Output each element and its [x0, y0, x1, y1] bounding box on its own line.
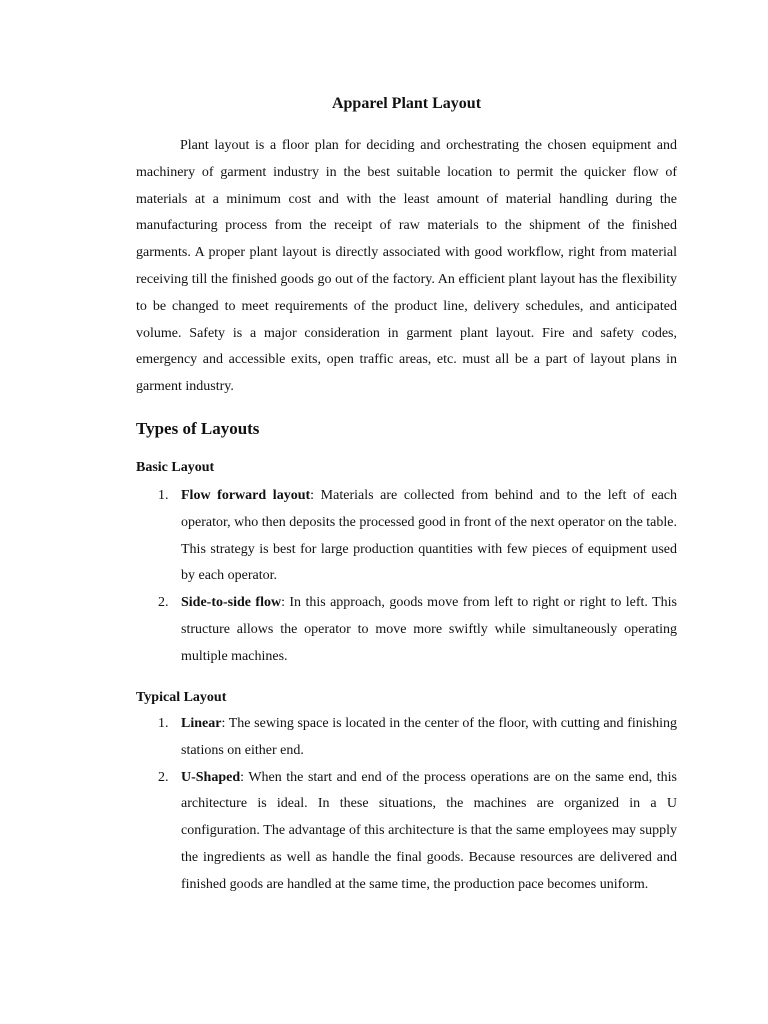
list-item [136, 711, 677, 765]
list-item-text: : In this approach, goods move from left to right or right to left. This structure allows the operator to move more swiftly while simultaneously operating multiple machines. [181, 595, 677, 664]
list-item-term: Side-to-side flow [181, 595, 282, 611]
typical-layout-list [136, 711, 677, 899]
list-item-term: Flow forward layout [181, 488, 311, 503]
list-item-text: : Materials are collected from behind and to the left of each operator, who then deposits the processed good in front of the next operator on the table. This strategy is best for large production quantities with few pieces of equipment used by each operator. [181, 488, 677, 584]
intro-paragraph: Plant layout is a floor plan for deciding and orchestrating the chosen equipment and machinery of garment industry in the best suitable location to permit the quicker flow of materials at a minimum cost and with the least amount of material handling during the manufacturing process from the receipt of raw materials to the shipment of the finished garments. A proper plant layout is directly associated with good workflow, right from material receiving till the finished goods go out of the factory. An efficient plant layout has the flexibility to be changed to meet requirements of the product line, delivery schedules, and anticipated volume. Safety is a major consideration in garment plant layout. Fire and safety codes, emergency and accessible exits, open traffic areas, etc. must all be a part of layout plans in garment industry. [136, 138, 677, 395]
list-item [136, 765, 677, 899]
basic-layout-list [136, 483, 677, 671]
list-item-number: 1. [158, 488, 169, 503]
list-item [136, 483, 677, 590]
section-heading-types-of-layouts: Types of Layouts [136, 419, 260, 438]
subheading-basic-layout: Basic Layout [136, 460, 215, 475]
list-item [136, 590, 677, 670]
list-item-term: Linear [181, 716, 222, 731]
list-item-text: : The sewing space is located in the center of the floor, with cutting and finishing stations on either end. [181, 716, 677, 758]
list-item-number: 1. [158, 716, 169, 731]
list-item-text: : When the start and end of the process operations are on the same end, this architecture is ideal. In these situations, the machines are organized in a U configuration. The advantage of this architecture is that the same employees may supply the ingredients as well as handle the final goods. Because resources are delivered and finished goods are handled at the same time, the production pace becomes uniform. [181, 769, 677, 892]
list-item-number: 2. [158, 595, 169, 611]
subheading-typical-layout: Typical Layout [136, 690, 227, 705]
list-item-number: 2. [158, 769, 169, 785]
list-item-term: U-Shaped [181, 769, 241, 785]
document-title: Apparel Plant Layout [331, 95, 482, 112]
